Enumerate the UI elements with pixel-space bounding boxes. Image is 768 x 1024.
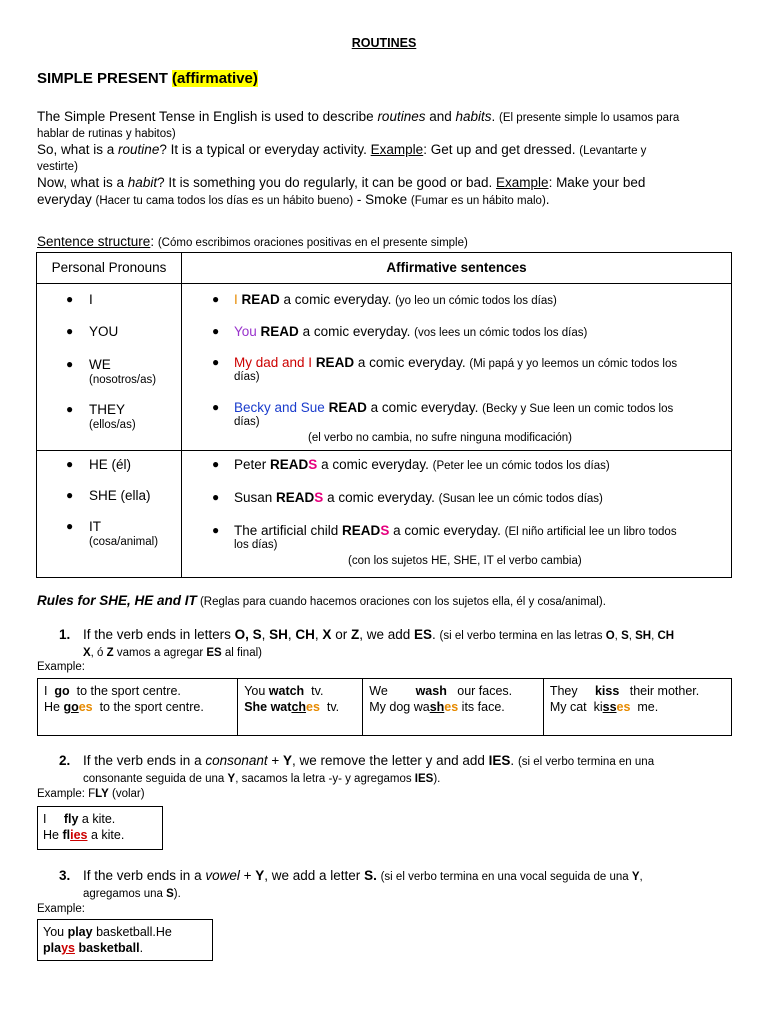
page-title: ROUTINES	[351, 36, 417, 50]
section-heading	[37, 70, 258, 87]
example-cell-kiss: They kiss their mother. My cat kisses me.	[543, 679, 731, 736]
sentence-structure-label: Sentence structure: (Cómo escribimos oraciones positivas en el presente simple)	[37, 234, 468, 249]
table-row-group2-sentences: ● Peter READS a comic everyday. (Peter lee un cómic todos los días) ● Susan READS a comic everyday. (Susan lee un cómic todos días) ● The artificial child READS a comic everyday. (El niño artificial lee un libro todos los días) (con los sujetos HE, SHE, IT el verbo cambia)	[182, 451, 732, 578]
intro-line-3: So, what is a routine? It is a typical or everyday activity. Example: Get up and get dressed. (Levantarte y	[37, 142, 647, 157]
intro-line-4: vestirte)	[37, 161, 78, 173]
rule-2-example-box: I fly a kite. He flies a kite.	[37, 806, 163, 850]
affirmative-table	[36, 252, 732, 578]
table-header-pronouns: Personal Pronouns	[37, 253, 182, 284]
example-cell-go: I go to the sport centre. He goes to the sport centre.	[38, 679, 238, 736]
table-header-sentences: Affirmative sentences	[182, 253, 732, 284]
rule-1-examples-table	[37, 678, 732, 736]
rule-2-example-label: Example: FLY (volar)	[37, 788, 145, 800]
example-cell-watch: You watch tv. She watches tv.	[238, 679, 363, 736]
heading-highlight: (affirmative)	[172, 70, 258, 87]
rule-3-example-box: You play basketball.He plays basketball.	[37, 919, 213, 961]
table-row-group1-sentences: ● I READ a comic everyday. (yo leo un cómic todos los días) ● You READ a comic everyday. (vos lees un cómic todos los días) ● My dad and I READ a comic everyday. (Mi papá y yo leemos un cómic todos los días) ● Becky and Sue READ a comic everyday. (Becky y Sue leen un comic todos los días) (el verbo no cambia, no sufre ninguna modificación)	[182, 284, 732, 451]
table-row-group2-pronouns: ● HE (él) ● SHE (ella) ● IT (cosa/animal)	[37, 451, 182, 578]
rule-1-example-label: Example:	[37, 661, 85, 673]
heading-main: SIMPLE PRESENT	[37, 70, 168, 87]
intro-line-1: The Simple Present Tense in English is used to describe routines and habits. (El presente simple lo usamos para	[37, 109, 680, 124]
example-cell-wash: We wash our faces. My dog washes its face.	[363, 679, 544, 736]
intro-paragraph	[37, 108, 737, 210]
rules-intro: Rules for SHE, HE and IT (Reglas para cuando hacemos oraciones con los sujetos ella, él y cosa/animal).	[37, 593, 606, 608]
rule-3-example-label: Example:	[37, 903, 85, 915]
intro-line-6: everyday (Hacer tu cama todos los días es un hábito bueno) - Smoke (Fumar es un hábito malo).	[37, 192, 550, 207]
intro-line-5: Now, what is a habit? It is something you do regularly, it can be good or bad. Example: Make your bed	[37, 175, 646, 190]
intro-line-2: hablar de rutinas y habitos)	[37, 128, 176, 140]
table-row-group1-pronouns: ● I ● YOU ● WE (nosotros/as) ● THEY (ellos/as)	[37, 284, 182, 451]
